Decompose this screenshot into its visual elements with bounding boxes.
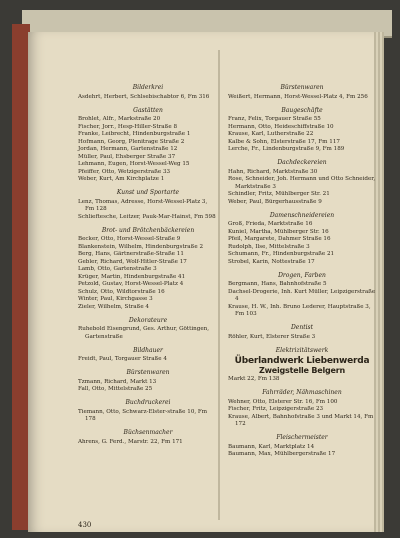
directory-section (78, 107, 218, 184)
directory-section (78, 399, 218, 424)
directory-section (78, 347, 218, 364)
section-heading: Bürstenwaren (280, 84, 324, 91)
directory-section (228, 107, 376, 154)
directory-entry: Asdehrt, Herbert, Schlsebischabtor 6, Fm 316 (78, 93, 210, 100)
directory-entry: Krause, Albert, Bahnhofstraße 3 und Markt 14, Fm 172 (228, 413, 374, 427)
section-heading: Damenschneidereien (269, 211, 335, 219)
directory-entry: Röhler, Kurt, Elsterer Straße 3 (228, 333, 316, 340)
directory-entry: Pfeil, Margarete, Dahmer Straße 16 (228, 236, 331, 242)
directory-entry: Krause, H. W., Inh. Bruno Lederer, Hauptstraße 3, Fm 103 (228, 303, 371, 317)
directory-entry: Schindler, Fritz, Mühlberger Str. 21 (228, 191, 330, 197)
directory-section (78, 227, 218, 312)
directory-entry: Markt 22, Fm 138 (228, 376, 280, 382)
right-column (228, 84, 376, 464)
directory-entry: Fall, Otto, Mittelstraße 25 (78, 386, 153, 392)
directory-entry: Bergmann, Hans, Bahnhofstraße 5 (228, 281, 327, 287)
section-heading: Fleischermeister (276, 434, 328, 441)
directory-entry: Kuniel, Martha, Mühlberger Str. 16 (228, 228, 329, 235)
directory-entry: Tiemann, Otto, Schwarz-Elster-straße 10, Fm 178 (78, 408, 208, 422)
directory-entry: Hahn, Richard, Marktstraße 30 (228, 168, 318, 175)
column-divider (218, 50, 220, 520)
directory-section (228, 324, 376, 341)
directory-entry: Pfeiffer, Otto, Wetzigerstraße 33 (78, 168, 171, 175)
directory-entry: Rose, Schneider, Joh. Hermann und Otto Schneider, Marktstraße 3 (228, 176, 376, 190)
directory-section (78, 84, 218, 101)
directory-entry: Weber, Paul, Bürgerhausstraße 9 (228, 198, 322, 205)
directory-entry: Berg, Hans, Gärtnerstraße-Straße 11 (78, 251, 184, 257)
directory-section (78, 369, 218, 394)
directory-entry: Baumann, Karl, Marktplatz 14 (228, 443, 315, 450)
directory-entry: Rudolph, Ilse, Mittelstraße 3 (228, 243, 310, 250)
section-heading: Drogen, Farben (278, 271, 326, 279)
directory-entry: Schlieftesche, Leitzer, Pauk-Mar-Hainst, Fm 598 (78, 213, 216, 220)
directory-entry: Kalbe & Sohn, Elsterstraße 17, Fm 117 (228, 138, 340, 145)
directory-section (228, 212, 376, 267)
directory-entry: Becker, Otto, Horst-Wessel-Straße 9 (78, 236, 181, 242)
directory-entry: Fischer, Fritz, Leipzigerstraße 23 (228, 406, 324, 412)
directory-entry: Weber, Kurt, Am Kirchplatze 1 (78, 176, 165, 182)
directory-entry: Gebler, Richard, Wolf-Hitler-Straße 17 (78, 258, 187, 265)
section-heading: Büchsenmacher (123, 429, 173, 436)
section-heading: Fahrräder, Nähmaschinen (262, 389, 342, 396)
directory-entry: Wehner, Otto, Elsterer Str. 16, Fm 100 (228, 398, 338, 405)
section-heading: Buchdruckerei (125, 399, 171, 406)
directory-entry: Hermann, Otto, Heideschiffstraße 10 (228, 123, 334, 130)
directory-section (228, 84, 376, 101)
directory-entry: Winter, Paul, Kirchgasse 3 (78, 296, 153, 302)
directory-section (78, 189, 218, 221)
section-heading: Bürstenwaren (126, 369, 170, 376)
directory-entry: Franke, Leibrecht, Hindenburgstraße 1 (78, 131, 191, 137)
directory-entry: Ruhebold Eisengrund, Ges. Arthur, Göttingen, Gartenstraße (78, 326, 210, 340)
directory-entry: Weißert, Hermann, Horst-Wessel-Platz 4, Fm 256 (228, 93, 368, 100)
directory-entry: Lenz, Thomas, Adresse, Horst-Wessel-Platz 3, Fm 128 (78, 198, 208, 212)
directory-entry: Strobel, Karin, Nottestraße 17 (228, 258, 315, 265)
directory-section (78, 317, 218, 342)
directory-section (78, 429, 218, 446)
section-heading: Dachdeckereien (277, 159, 327, 166)
directory-entry: Brohlet, Alfr., Markstraße 20 (78, 116, 161, 122)
section-heading: Kunst und Sportarte (116, 189, 180, 196)
advertisement-line: Zweigstelle Belgern (258, 366, 346, 375)
directory-section (228, 159, 376, 206)
directory-entry: Schumann, Fr., Hindenburgstraße 21 (228, 251, 335, 257)
section-heading: Dekorateure (128, 316, 168, 324)
directory-entry: Groß, Frieda, Marktstraße 16 (228, 221, 313, 227)
directory-entry: Schulz, Otto, Wildtorstraße 16 (78, 288, 165, 295)
directory-entry: Jordan, Hermann, Gartenstraße 12 (78, 146, 178, 152)
directory-entry: Franz, Felix, Torgauer Straße 55 (228, 116, 321, 122)
directory-section (228, 389, 376, 429)
directory-entry: Baumann, Max, Mühlbergerstraße 17 (228, 451, 336, 457)
directory-section (228, 272, 376, 319)
section-heading: Elektrizitätswerk (275, 346, 329, 354)
section-heading: Bildhauer (133, 346, 163, 354)
directory-entry: Lerche, Fr., Lindenburgstraße 9, Fm 189 (228, 146, 345, 152)
section-heading: Bilderkrei (132, 84, 164, 91)
directory-section (228, 434, 376, 459)
directory-entry: Freidt, Paul, Torgauer Straße 4 (78, 356, 167, 362)
directory-entry: Hofmann, Georg, Plenitrage Straße 2 (78, 138, 185, 145)
advertisement-line: Überlandwerk Liebenwerda (234, 356, 370, 366)
directory-section (228, 347, 376, 384)
directory-entry: Krause, Karl, Lutherstraße 22 (228, 131, 314, 137)
directory-entry: Zieler, Wilhelm, Straße 4 (78, 303, 149, 310)
directory-entry: Lehmann, Eugen, Horst-Wessel-Weg 15 (78, 161, 190, 167)
directory-entry: Blankenstein, Wilhelm, Hindenburgstraße 2 (78, 243, 204, 250)
directory-entry: Lamb, Otto, Gartenstraße 3 (78, 266, 157, 272)
section-heading: Dentist (290, 324, 314, 331)
section-heading: Baugeschäfte (281, 106, 323, 114)
directory-entry: Tzmann, Richard, Markt 13 (78, 378, 157, 385)
section-heading: Gastätten (133, 106, 163, 114)
directory-entry: Dachsel-Drogerie, Inh. Kurt Müller, Leipzigerstraße 4 (228, 288, 376, 302)
directory-entry: Fischer, Jorr., Hesp-Hiller-Straße 8 (78, 123, 178, 130)
left-column (78, 84, 218, 452)
directory-entry: Krüger, Martin, Hindenburgstraße 41 (78, 273, 186, 280)
directory-entry: Petzold, Gustav, Horst-Wessel-Platz 4 (78, 281, 184, 287)
directory-entry: Müller, Paul, Ehsberger Straße 37 (78, 153, 176, 160)
page-number: 430 (78, 521, 92, 529)
directory-entry: Ahrens, G. Ferd., Marstr. 22, Fm 171 (78, 438, 183, 445)
section-heading: Brot- und Brötchenbäckereien (101, 226, 195, 234)
